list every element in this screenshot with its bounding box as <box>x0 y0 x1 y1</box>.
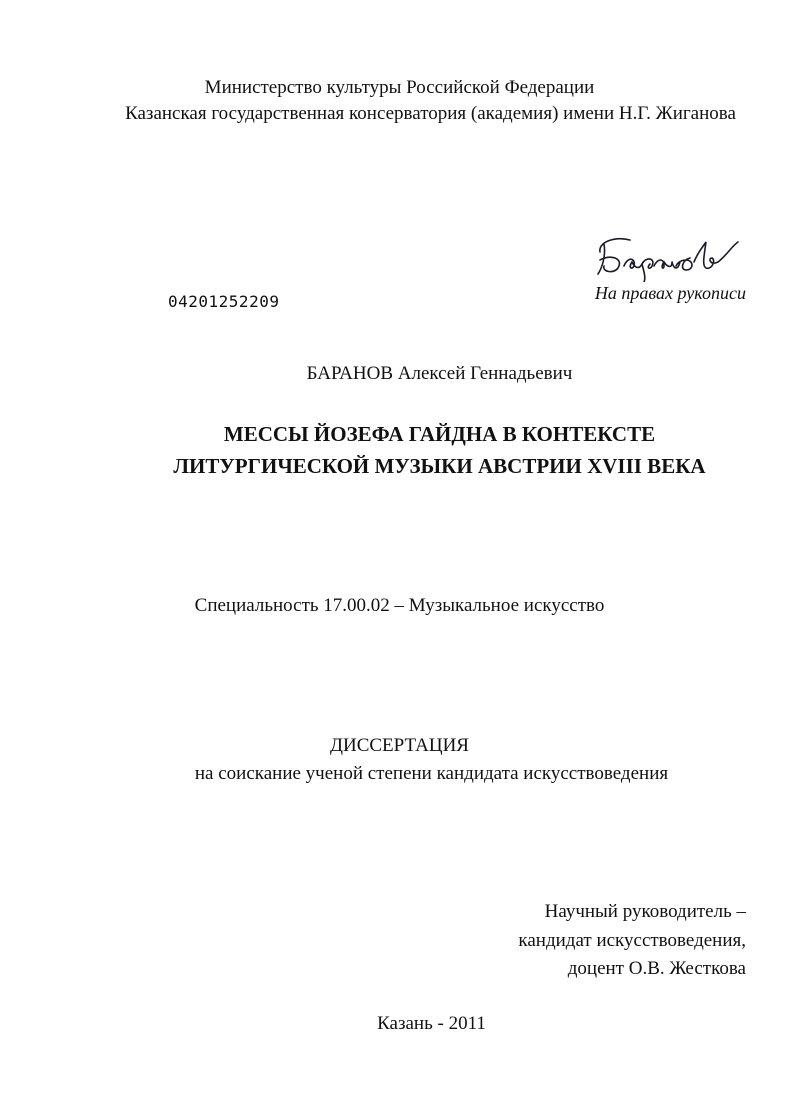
advisor-name: доцент О.В. Жесткова <box>567 958 746 979</box>
advisor-degree: кандидат искусствоведения, <box>518 930 746 951</box>
author-name: БАРАНОВ Алексей Геннадьевич <box>306 363 573 384</box>
manuscript-note: На правах рукописи <box>594 283 746 303</box>
place-and-year: Казань - 2011 <box>377 1013 486 1034</box>
advisor-role: Научный руководитель – <box>544 901 746 922</box>
thesis-title-line-1: МЕССЫ ЙОЗЕФА ГАЙДНА В КОНТЕКСТЕ <box>223 422 656 446</box>
ministry-line: Министерство культуры Российской Федерации <box>204 77 595 98</box>
degree-line: на соискание ученой степени кандидата искусствоведения <box>194 763 669 784</box>
specialty-line: Специальность 17.00.02 – Музыкальное искусство <box>194 595 605 616</box>
registration-number: 04201252209 <box>168 292 280 311</box>
institution-line: Казанская государственная консерватория (академия) имени Н.Г. Жиганова <box>125 103 736 124</box>
dissertation-heading: ДИССЕРТАЦИЯ <box>330 735 469 756</box>
handwritten-signature <box>590 222 750 282</box>
thesis-title-line-2: ЛИТУРГИЧЕСКОЙ МУЗЫКИ АВСТРИИ XVIII ВЕКА <box>173 454 706 478</box>
